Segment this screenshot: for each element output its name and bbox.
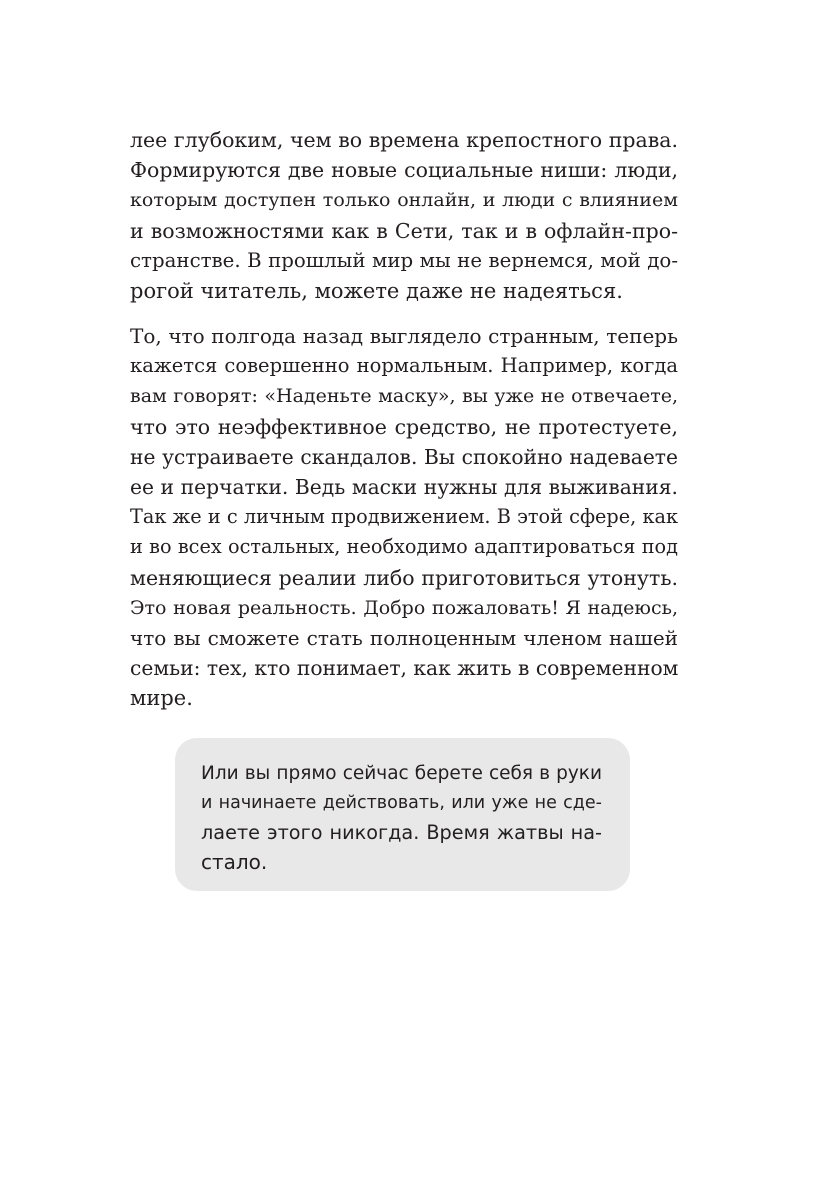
text-line: странстве. В прошлый мир мы не вернемся, мой до- bbox=[130, 248, 678, 272]
text-line: ее и перчатки. Ведь маски нужны для выживания. bbox=[130, 474, 678, 499]
text-line: То, что полгода назад выглядело странным, теперь bbox=[130, 324, 678, 348]
callout-line: и начинаете действовать, или уже не сде- bbox=[201, 792, 602, 813]
text-line: что это неэффективное средство, не протестуете, bbox=[130, 414, 678, 439]
text-line: вам говорят: «Наденьте маску», вы уже не отвечаете, bbox=[130, 385, 678, 408]
text-line: Так же и с личным продвижением. В этой сфере, как bbox=[130, 505, 678, 529]
text-line: семьи: тех, кто понимает, как жить в современном bbox=[130, 656, 679, 681]
text-line: рогой читатель, можете даже не надеяться. bbox=[130, 278, 623, 303]
text-line: кажется совершенно нормальным. Например, когда bbox=[130, 354, 678, 378]
text-line: которым доступен только онлайн, и люди с влиянием bbox=[130, 189, 678, 212]
body-paragraph-1 bbox=[130, 125, 678, 306]
text-line: меняющиеся реалии либо приготовиться утонуть. bbox=[130, 565, 678, 590]
text-line: Формируются две новые социальные ниши: люди, bbox=[130, 158, 678, 183]
text-line: мире. bbox=[130, 686, 193, 711]
text-line: и во всех остальных, необходимо адаптироваться под bbox=[130, 535, 678, 559]
callout-line: стало. bbox=[201, 849, 268, 874]
text-line: Это новая реальность. Добро пожаловать! Я надеюсь, bbox=[130, 596, 678, 619]
callout-line: лаете этого никогда. Время жатвы на- bbox=[201, 821, 602, 844]
callout-line: Или вы прямо сейчас берете себя в руки bbox=[201, 763, 602, 784]
callout-text bbox=[201, 759, 602, 877]
text-line: и возможностями как в Сети, так и в офлайн-про- bbox=[130, 218, 678, 243]
callout-box bbox=[175, 738, 630, 891]
body-paragraph-2 bbox=[130, 321, 678, 713]
text-line: что вы сможете стать полноценным членом нашей bbox=[130, 625, 678, 650]
text-line: лее глубоким, чем во времена крепостного права. bbox=[130, 128, 678, 152]
text-line: не устраиваете скандалов. Вы спокойно надеваете bbox=[130, 444, 678, 469]
